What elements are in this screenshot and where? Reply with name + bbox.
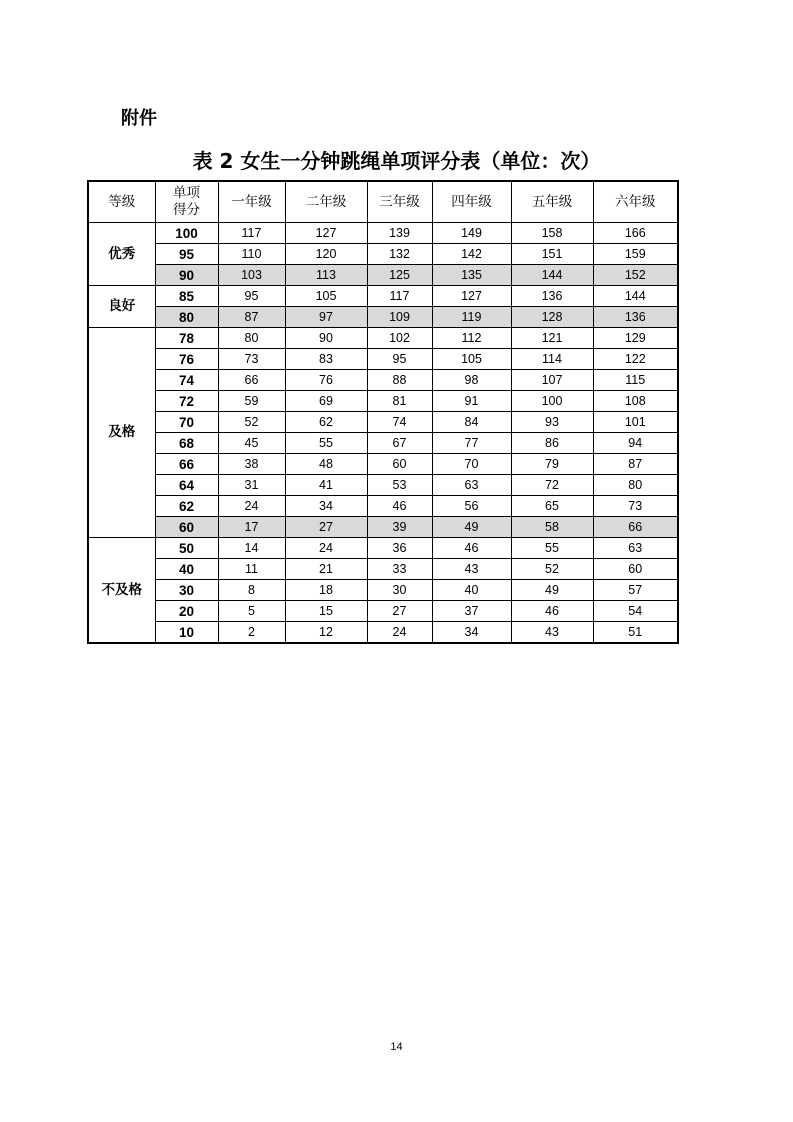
value-cell: 43 <box>432 559 511 580</box>
table-row <box>88 601 678 622</box>
value-cell: 117 <box>218 223 285 244</box>
value-cell: 80 <box>218 328 285 349</box>
value-cell: 63 <box>593 538 678 559</box>
header-year-2: 二年级 <box>285 181 367 223</box>
value-cell: 69 <box>285 391 367 412</box>
value-cell: 159 <box>593 244 678 265</box>
value-cell: 95 <box>218 286 285 307</box>
value-cell: 34 <box>285 496 367 517</box>
header-score <box>155 181 218 223</box>
header-year-3: 三年级 <box>367 181 432 223</box>
value-cell: 90 <box>285 328 367 349</box>
value-cell: 27 <box>367 601 432 622</box>
table-row <box>88 286 678 307</box>
value-cell: 107 <box>511 370 593 391</box>
table-row <box>88 559 678 580</box>
value-cell: 51 <box>593 622 678 644</box>
value-cell: 73 <box>218 349 285 370</box>
table-row <box>88 328 678 349</box>
value-cell: 33 <box>367 559 432 580</box>
value-cell: 102 <box>367 328 432 349</box>
value-cell: 86 <box>511 433 593 454</box>
value-cell: 119 <box>432 307 511 328</box>
score-cell: 50 <box>155 538 218 559</box>
score-cell: 74 <box>155 370 218 391</box>
header-row <box>88 181 678 223</box>
value-cell: 100 <box>511 391 593 412</box>
value-cell: 158 <box>511 223 593 244</box>
grade-cell: 及格 <box>88 328 155 538</box>
value-cell: 52 <box>218 412 285 433</box>
header-year-1: 一年级 <box>218 181 285 223</box>
value-cell: 49 <box>432 517 511 538</box>
table-row <box>88 412 678 433</box>
score-cell: 68 <box>155 433 218 454</box>
value-cell: 62 <box>285 412 367 433</box>
score-cell: 90 <box>155 265 218 286</box>
table-row <box>88 622 678 644</box>
table-row <box>88 370 678 391</box>
value-cell: 54 <box>593 601 678 622</box>
score-cell: 30 <box>155 580 218 601</box>
value-cell: 76 <box>285 370 367 391</box>
header-score-line-1: 单项 <box>173 185 200 201</box>
score-cell: 60 <box>155 517 218 538</box>
value-cell: 121 <box>511 328 593 349</box>
value-cell: 39 <box>367 517 432 538</box>
value-cell: 113 <box>285 265 367 286</box>
value-cell: 65 <box>511 496 593 517</box>
value-cell: 8 <box>218 580 285 601</box>
value-cell: 41 <box>285 475 367 496</box>
score-cell: 78 <box>155 328 218 349</box>
value-cell: 56 <box>432 496 511 517</box>
score-cell: 80 <box>155 307 218 328</box>
score-cell: 76 <box>155 349 218 370</box>
value-cell: 98 <box>432 370 511 391</box>
value-cell: 136 <box>593 307 678 328</box>
header-year-6: 六年级 <box>593 181 678 223</box>
value-cell: 37 <box>432 601 511 622</box>
value-cell: 52 <box>511 559 593 580</box>
value-cell: 66 <box>218 370 285 391</box>
score-cell: 62 <box>155 496 218 517</box>
value-cell: 24 <box>218 496 285 517</box>
value-cell: 14 <box>218 538 285 559</box>
value-cell: 81 <box>367 391 432 412</box>
score-cell: 85 <box>155 286 218 307</box>
value-cell: 72 <box>511 475 593 496</box>
score-cell: 20 <box>155 601 218 622</box>
value-cell: 101 <box>593 412 678 433</box>
table-row <box>88 307 678 328</box>
value-cell: 21 <box>285 559 367 580</box>
value-cell: 24 <box>285 538 367 559</box>
table-row <box>88 391 678 412</box>
value-cell: 103 <box>218 265 285 286</box>
value-cell: 87 <box>218 307 285 328</box>
value-cell: 12 <box>285 622 367 644</box>
table-row <box>88 349 678 370</box>
value-cell: 70 <box>432 454 511 475</box>
value-cell: 11 <box>218 559 285 580</box>
value-cell: 63 <box>432 475 511 496</box>
value-cell: 59 <box>218 391 285 412</box>
value-cell: 149 <box>432 223 511 244</box>
value-cell: 142 <box>432 244 511 265</box>
value-cell: 31 <box>218 475 285 496</box>
table-row <box>88 496 678 517</box>
value-cell: 40 <box>432 580 511 601</box>
grade-cell: 优秀 <box>88 223 155 286</box>
value-cell: 110 <box>218 244 285 265</box>
value-cell: 105 <box>432 349 511 370</box>
value-cell: 109 <box>367 307 432 328</box>
table-row <box>88 454 678 475</box>
value-cell: 115 <box>593 370 678 391</box>
score-cell: 100 <box>155 223 218 244</box>
value-cell: 46 <box>511 601 593 622</box>
value-cell: 73 <box>593 496 678 517</box>
value-cell: 94 <box>593 433 678 454</box>
value-cell: 45 <box>218 433 285 454</box>
grade-cell: 不及格 <box>88 538 155 644</box>
value-cell: 55 <box>285 433 367 454</box>
value-cell: 46 <box>367 496 432 517</box>
value-cell: 67 <box>367 433 432 454</box>
value-cell: 27 <box>285 517 367 538</box>
value-cell: 129 <box>593 328 678 349</box>
value-cell: 144 <box>511 265 593 286</box>
value-cell: 120 <box>285 244 367 265</box>
value-cell: 151 <box>511 244 593 265</box>
value-cell: 135 <box>432 265 511 286</box>
value-cell: 57 <box>593 580 678 601</box>
header-score-line-2: 得分 <box>173 202 200 218</box>
value-cell: 77 <box>432 433 511 454</box>
table-row <box>88 475 678 496</box>
table-row <box>88 223 678 244</box>
value-cell: 88 <box>367 370 432 391</box>
value-cell: 53 <box>367 475 432 496</box>
table-row <box>88 517 678 538</box>
value-cell: 95 <box>367 349 432 370</box>
value-cell: 2 <box>218 622 285 644</box>
value-cell: 114 <box>511 349 593 370</box>
value-cell: 74 <box>367 412 432 433</box>
table-body <box>88 181 678 643</box>
attachment-label: 附件 <box>121 108 157 129</box>
value-cell: 84 <box>432 412 511 433</box>
value-cell: 24 <box>367 622 432 644</box>
grade-cell: 良好 <box>88 286 155 328</box>
score-cell: 64 <box>155 475 218 496</box>
value-cell: 30 <box>367 580 432 601</box>
value-cell: 66 <box>593 517 678 538</box>
value-cell: 152 <box>593 265 678 286</box>
value-cell: 36 <box>367 538 432 559</box>
value-cell: 60 <box>593 559 678 580</box>
table-row <box>88 538 678 559</box>
score-cell: 72 <box>155 391 218 412</box>
value-cell: 117 <box>367 286 432 307</box>
score-table <box>87 180 679 644</box>
value-cell: 55 <box>511 538 593 559</box>
score-cell: 10 <box>155 622 218 644</box>
value-cell: 105 <box>285 286 367 307</box>
score-cell: 66 <box>155 454 218 475</box>
value-cell: 5 <box>218 601 285 622</box>
value-cell: 60 <box>367 454 432 475</box>
value-cell: 166 <box>593 223 678 244</box>
table-title: 表 2 女生一分钟跳绳单项评分表（单位：次） <box>192 149 601 173</box>
value-cell: 17 <box>218 517 285 538</box>
table-row <box>88 580 678 601</box>
value-cell: 108 <box>593 391 678 412</box>
value-cell: 136 <box>511 286 593 307</box>
value-cell: 15 <box>285 601 367 622</box>
value-cell: 83 <box>285 349 367 370</box>
header-year-4: 四年级 <box>432 181 511 223</box>
value-cell: 48 <box>285 454 367 475</box>
value-cell: 112 <box>432 328 511 349</box>
value-cell: 97 <box>285 307 367 328</box>
value-cell: 127 <box>285 223 367 244</box>
value-cell: 43 <box>511 622 593 644</box>
table-row <box>88 433 678 454</box>
value-cell: 128 <box>511 307 593 328</box>
header-year-5: 五年级 <box>511 181 593 223</box>
value-cell: 87 <box>593 454 678 475</box>
value-cell: 18 <box>285 580 367 601</box>
value-cell: 125 <box>367 265 432 286</box>
value-cell: 132 <box>367 244 432 265</box>
value-cell: 91 <box>432 391 511 412</box>
value-cell: 34 <box>432 622 511 644</box>
page-number: 14 <box>390 1041 403 1053</box>
score-cell: 40 <box>155 559 218 580</box>
value-cell: 49 <box>511 580 593 601</box>
value-cell: 38 <box>218 454 285 475</box>
value-cell: 122 <box>593 349 678 370</box>
value-cell: 46 <box>432 538 511 559</box>
value-cell: 144 <box>593 286 678 307</box>
value-cell: 127 <box>432 286 511 307</box>
value-cell: 79 <box>511 454 593 475</box>
value-cell: 58 <box>511 517 593 538</box>
value-cell: 80 <box>593 475 678 496</box>
score-cell: 95 <box>155 244 218 265</box>
header-grade: 等级 <box>88 181 155 223</box>
value-cell: 139 <box>367 223 432 244</box>
table-row <box>88 244 678 265</box>
score-cell: 70 <box>155 412 218 433</box>
table-row <box>88 265 678 286</box>
value-cell: 93 <box>511 412 593 433</box>
